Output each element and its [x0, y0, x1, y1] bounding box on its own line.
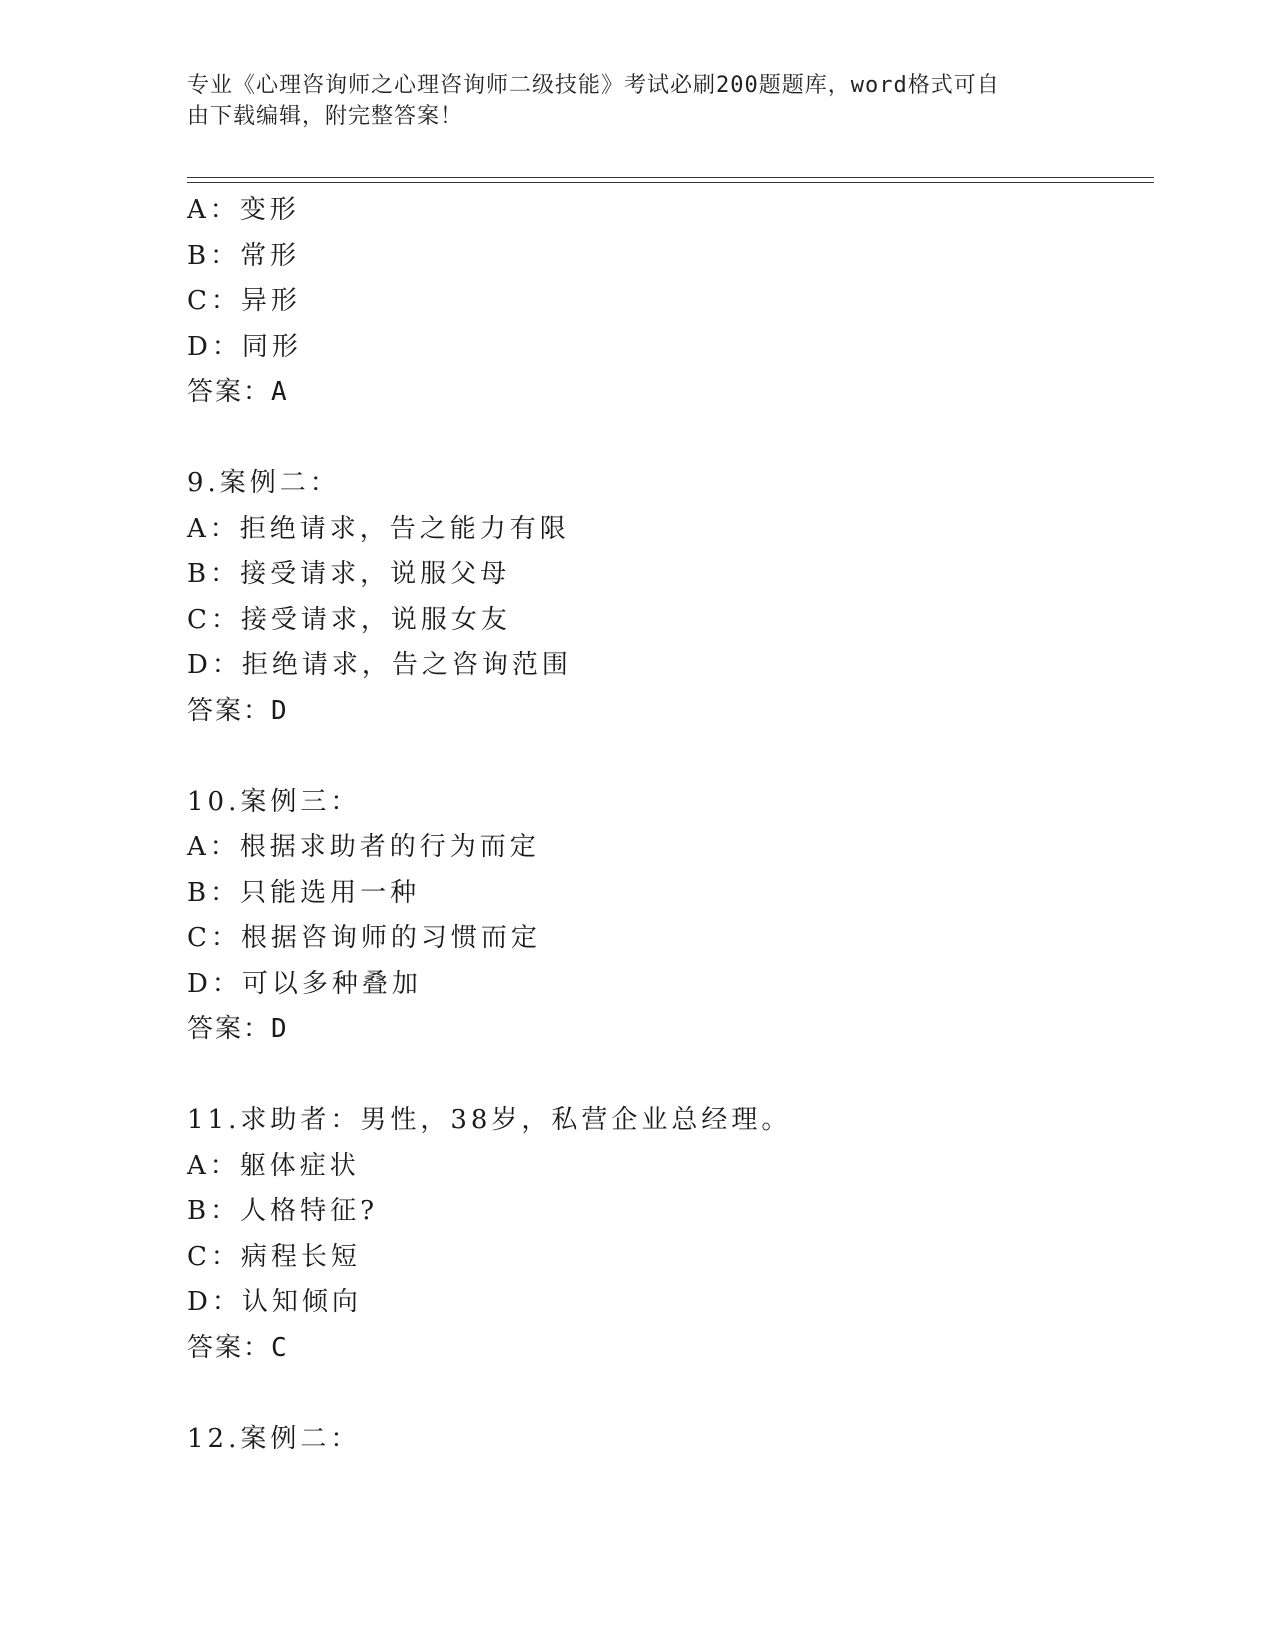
document-header: [187, 70, 1067, 132]
question-block-10: [187, 780, 1147, 1053]
question-title: 9.案例二：: [187, 468, 340, 498]
header-divider-bottom: [187, 182, 1154, 183]
spacer: [187, 1053, 1147, 1099]
header-divider-top: [187, 177, 1154, 178]
spacer: [187, 1371, 1147, 1417]
answer-value: D: [271, 695, 289, 726]
question-list: [187, 188, 1147, 1462]
question-block-8: [187, 188, 1147, 416]
spacer: [187, 734, 1147, 780]
option-c: C：根据咨询师的习惯而定: [187, 923, 541, 953]
answer-line: [187, 370, 1147, 416]
question-block-11: [187, 1098, 1147, 1371]
answer-value: D: [271, 1014, 289, 1044]
option-b: B：人格特征?: [187, 1196, 379, 1226]
answer-line: [187, 1007, 1147, 1053]
question-block-9: [187, 461, 1147, 734]
option-a: A：躯体症状: [187, 1150, 360, 1181]
option-a: A：根据求助者的行为而定: [187, 832, 540, 862]
answer-label: 答案：: [187, 1332, 272, 1363]
answer-value: C: [271, 1332, 289, 1363]
option-d: D：可以多种叠加: [187, 968, 422, 999]
option-b: B：常形: [187, 240, 301, 271]
option-a: A：变形: [187, 195, 300, 225]
header-line-2: 由下载编辑，附完整答案！: [187, 104, 464, 129]
answer-label: 答案：: [187, 1014, 272, 1044]
option-d: D：同形: [187, 331, 302, 362]
question-title: 11.求助者：男性，38岁，私营企业总经理。: [187, 1105, 792, 1135]
option-d: D：拒绝请求，告之咨询范围: [187, 650, 572, 680]
answer-label: 答案：: [187, 695, 272, 726]
answer-value: A: [271, 377, 289, 407]
option-c: C：接受请求，说服女友: [187, 604, 511, 635]
option-b: B：接受请求，说服父母: [187, 559, 511, 589]
option-b: B：只能选用一种: [187, 877, 421, 908]
question-title: 10.案例三：: [187, 786, 361, 817]
spacer: [187, 416, 1147, 462]
option-a: A：拒绝请求，告之能力有限: [187, 513, 570, 544]
answer-label: 答案：: [187, 377, 272, 407]
option-c: C：异形: [187, 286, 301, 316]
header-line-1: 专业《心理咨询师之心理咨询师二级技能》考试必刷200题题库，word格式可自: [187, 73, 1000, 98]
answer-line: [187, 689, 1147, 735]
option-c: C：病程长短: [187, 1241, 361, 1272]
option-d: D：认知倾向: [187, 1287, 362, 1317]
answer-line: [187, 1326, 1147, 1372]
question-title-12: 12.案例二：: [187, 1423, 361, 1454]
